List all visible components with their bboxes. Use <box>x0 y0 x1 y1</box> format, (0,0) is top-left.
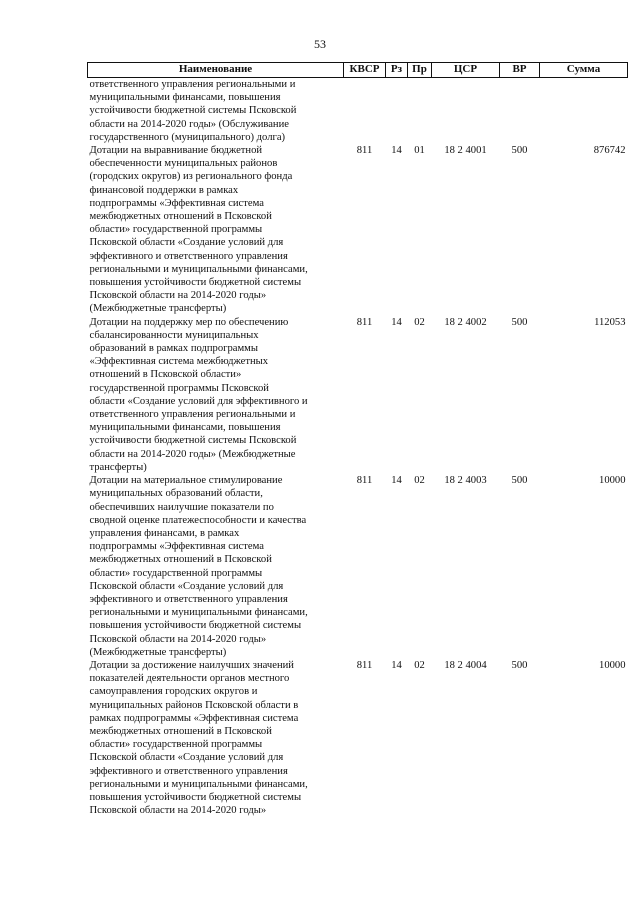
row-rz: 14 <box>391 316 402 328</box>
row-csr: 18 2 4004 <box>444 659 487 671</box>
table-row <box>88 659 628 817</box>
page-number: 53 <box>314 37 326 51</box>
budget-table <box>87 62 628 817</box>
row-vr <box>500 78 540 145</box>
row-sum <box>540 78 628 145</box>
column-header-rz: Рз <box>386 63 408 78</box>
row-name: Дотации за достижение наилучших значений показателей деятельности органов местного самоуправления городских округов и муниципальных районов Псковской области в рамках подпрограммы «Эффективная система межбюджетных отношений в Псковской области» государственной программы Псковской области «Создание условий для эффективного и ответственного управления региональными и муниципальными финансами, повышения устойчивости бюджетной системы Псковской области на 2014-2020 годы» <box>89 659 308 817</box>
row-name: Дотации на поддержку мер по обеспечению сбалансированности муниципальных образований в рамках подпрограммы «Эффективная система межбюджетных отношений в Псковской области» государственной программы Псковской области «Создание условий для эффективного и ответственного управления региональными и муниципальными финансами, повышения устойчивости бюджетной системы Псковской области на 2014-2020 годы» (Межбюджетные трансферты) <box>89 316 308 473</box>
table-header-row <box>88 63 628 78</box>
row-pr: 02 <box>414 475 425 487</box>
row-name: ответственного управления региональными и муниципальными финансами, повышения устойчивости бюджетной системы Псковской области на 2014-2020 годы» (Обслуживание государственного (муниципального) долга) <box>89 79 297 143</box>
row-kvsr: 811 <box>356 316 373 328</box>
row-sum: 10000 <box>599 475 626 487</box>
table-row <box>88 316 628 474</box>
table-row <box>88 78 628 145</box>
row-name: Дотации на выравнивание бюджетной обеспеченности муниципальных районов (городских округов) из регионального фонда финансовой поддержки в рамках подпрограммы «Эффективная система межбюджетных отношений в Псковской области» государственной программы Псковской области «Создание условий для эффективного и ответственного управления региональными и муниципальными финансами, повышения устойчивости бюджетной системы Псковской области на 2014-2020 годы» (Межбюджетные трансферты) <box>89 145 308 315</box>
row-csr: 18 2 4003 <box>444 475 487 487</box>
table-row <box>88 474 628 659</box>
row-pr: 02 <box>414 659 425 671</box>
row-vr: 500 <box>511 145 528 157</box>
row-kvsr: 811 <box>356 475 373 487</box>
row-sum: 10000 <box>599 659 626 671</box>
row-sum: 876742 <box>593 145 626 157</box>
row-kvsr <box>344 78 386 145</box>
column-header-pr: Пр <box>408 63 432 78</box>
row-sum: 112053 <box>594 316 626 328</box>
row-vr: 500 <box>511 316 528 328</box>
row-name: Дотации на материальное стимулирование муниципальных образований области, обеспечивших наилучшие показатели по сводной оценке платежеспособности и качества управления финансами, в рамках подпрограммы «Эффективная система межбюджетных отношений в Псковской области» государственной программы Псковской области «Создание условий для эффективного и ответственного управления региональными и муниципальными финансами, повышения устойчивости бюджетной системы Псковской области на 2014-2020 годы» (Межбюджетные трансферты) <box>89 475 308 658</box>
column-header-sum: Сумма <box>540 63 628 78</box>
row-vr: 500 <box>511 475 528 487</box>
row-csr <box>432 78 500 145</box>
row-rz: 14 <box>391 659 402 671</box>
column-header-kvsr: КВСР <box>344 63 386 78</box>
row-pr: 02 <box>414 316 425 328</box>
row-rz <box>386 78 408 145</box>
row-vr: 500 <box>511 659 528 671</box>
column-header-vr: ВР <box>500 63 540 78</box>
row-rz: 14 <box>391 145 402 157</box>
row-kvsr: 811 <box>356 145 373 157</box>
row-pr: 01 <box>414 145 425 157</box>
row-kvsr: 811 <box>356 659 373 671</box>
row-pr <box>408 78 432 145</box>
table-row <box>88 144 628 316</box>
row-rz: 14 <box>391 475 402 487</box>
column-header-csr: ЦСР <box>432 63 500 78</box>
column-header-name: Наименование <box>88 63 344 78</box>
row-csr: 18 2 4001 <box>444 145 487 157</box>
row-csr: 18 2 4002 <box>444 316 487 328</box>
